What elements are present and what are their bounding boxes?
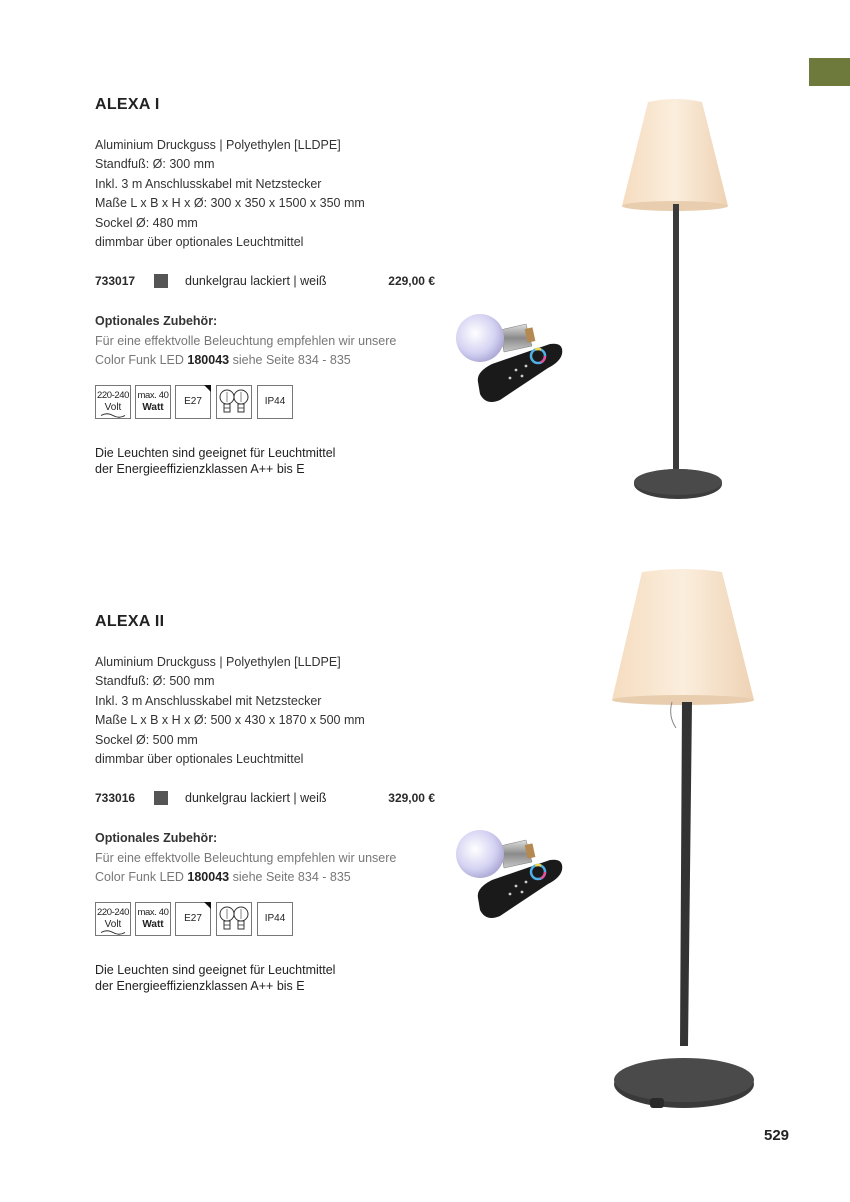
bulb-icon [217,903,251,935]
bulb-types-icon [216,902,252,936]
wattage-icon [135,385,171,419]
accessory-heading: Optionales Zubehör: [95,831,218,846]
floor-lamp-alexa-1-image [610,96,740,506]
wattage-icon [135,902,171,936]
accessory-code: 180043 [187,870,230,885]
accessory-line [95,868,435,888]
bulb-types-icon [216,385,252,419]
accessory-prefix: Color Funk LED [95,353,188,368]
voltage-icon [95,902,131,936]
corner-marker-icon [204,385,211,392]
corner-marker-icon [204,902,211,909]
voltage-value: 220-240 [96,389,130,401]
color-swatch [154,791,168,805]
spec-line: Aluminium Druckguss | Polyethylen [LLDPE] [95,655,341,669]
wattage-value: max. 40 [137,906,169,918]
energy-line: der Energieeffizienzklassen A++ bis E [95,461,305,476]
article-number: 733016 [95,791,136,806]
socket-label: E27 [184,912,202,924]
spec-line: Inkl. 3 m Anschlusskabel mit Netzstecker [95,176,322,191]
voltage-icon [95,385,131,419]
accessory-prefix: Color Funk LED [95,870,188,885]
accessory-line [95,351,435,371]
spec-line: Standfuß: Ø: 500 mm [95,674,215,689]
optional-accessory [95,312,435,371]
spec-line: Inkl. 3 m Anschlusskabel mit Netzstecker [95,693,322,708]
article-number: 733017 [95,274,136,289]
spec-line: Maße L x B x H x Ø: 500 x 430 x 1870 x 500 mm [95,713,365,728]
ac-wave-icon [100,413,126,418]
product-specs [95,653,435,769]
floor-lamp-alexa-2-image [598,566,763,1116]
accessory-heading: Optionales Zubehör: [95,314,218,329]
energy-line: Die Leuchten sind geeignet für Leuchtmittel [95,962,336,977]
accessory-code: 180043 [187,353,230,368]
color-swatch [154,274,168,288]
spec-line: dimmbar über optionales Leuchtmittel [95,752,304,767]
energy-line: Die Leuchten sind geeignet für Leuchtmittel [95,445,336,460]
product-alexa-1 [95,96,435,477]
voltage-unit: Volt [104,918,122,930]
ip-rating-icon [257,385,293,419]
ip-rating-label: IP44 [264,395,286,407]
socket-icon [175,902,211,936]
energy-efficiency-note [95,962,435,994]
order-row [95,789,435,809]
finish-description: dunkelgrau lackiert | weiß [185,791,327,806]
socket-label: E27 [184,395,202,407]
led-bulb-remote-image [452,826,568,922]
price: 229,00 € [388,274,435,289]
wattage-unit: Watt [142,918,164,930]
chapter-tab-marker [809,58,850,86]
bulb-icon [217,386,251,418]
voltage-value: 220-240 [96,906,130,918]
ac-wave-icon [100,930,126,935]
wattage-value: max. 40 [137,389,169,401]
spec-icons-row [95,902,435,940]
spec-line: Sockel Ø: 480 mm [95,215,198,230]
accessory-suffix: siehe Seite 834 - 835 [229,870,351,885]
accessory-line: Für eine effektvolle Beleuchtung empfehlen wir unsere [95,333,397,348]
spec-line: Maße L x B x H x Ø: 300 x 350 x 1500 x 350 mm [95,196,365,211]
page-number: 529 [764,1127,790,1144]
wattage-unit: Watt [142,401,164,413]
spec-line: Standfuß: Ø: 300 mm [95,157,215,172]
led-bulb-remote-image [452,310,568,406]
spec-line: Sockel Ø: 500 mm [95,732,198,747]
price: 329,00 € [388,791,435,806]
product-specs [95,136,435,252]
product-title: ALEXA I [95,96,160,113]
energy-line: der Energieeffizienzklassen A++ bis E [95,978,305,993]
spec-line: dimmbar über optionales Leuchtmittel [95,235,304,250]
accessory-suffix: siehe Seite 834 - 835 [229,353,351,368]
product-title: ALEXA II [95,613,165,630]
order-row [95,272,435,292]
product-alexa-2 [95,613,435,994]
spec-icons-row [95,385,435,423]
accessory-line: Für eine effektvolle Beleuchtung empfehlen wir unsere [95,850,397,865]
socket-icon [175,385,211,419]
optional-accessory [95,829,435,888]
spec-line: Aluminium Druckguss | Polyethylen [LLDPE] [95,138,341,152]
energy-efficiency-note [95,445,435,477]
voltage-unit: Volt [104,401,122,413]
ip-rating-label: IP44 [264,912,286,924]
ip-rating-icon [257,902,293,936]
finish-description: dunkelgrau lackiert | weiß [185,274,327,289]
